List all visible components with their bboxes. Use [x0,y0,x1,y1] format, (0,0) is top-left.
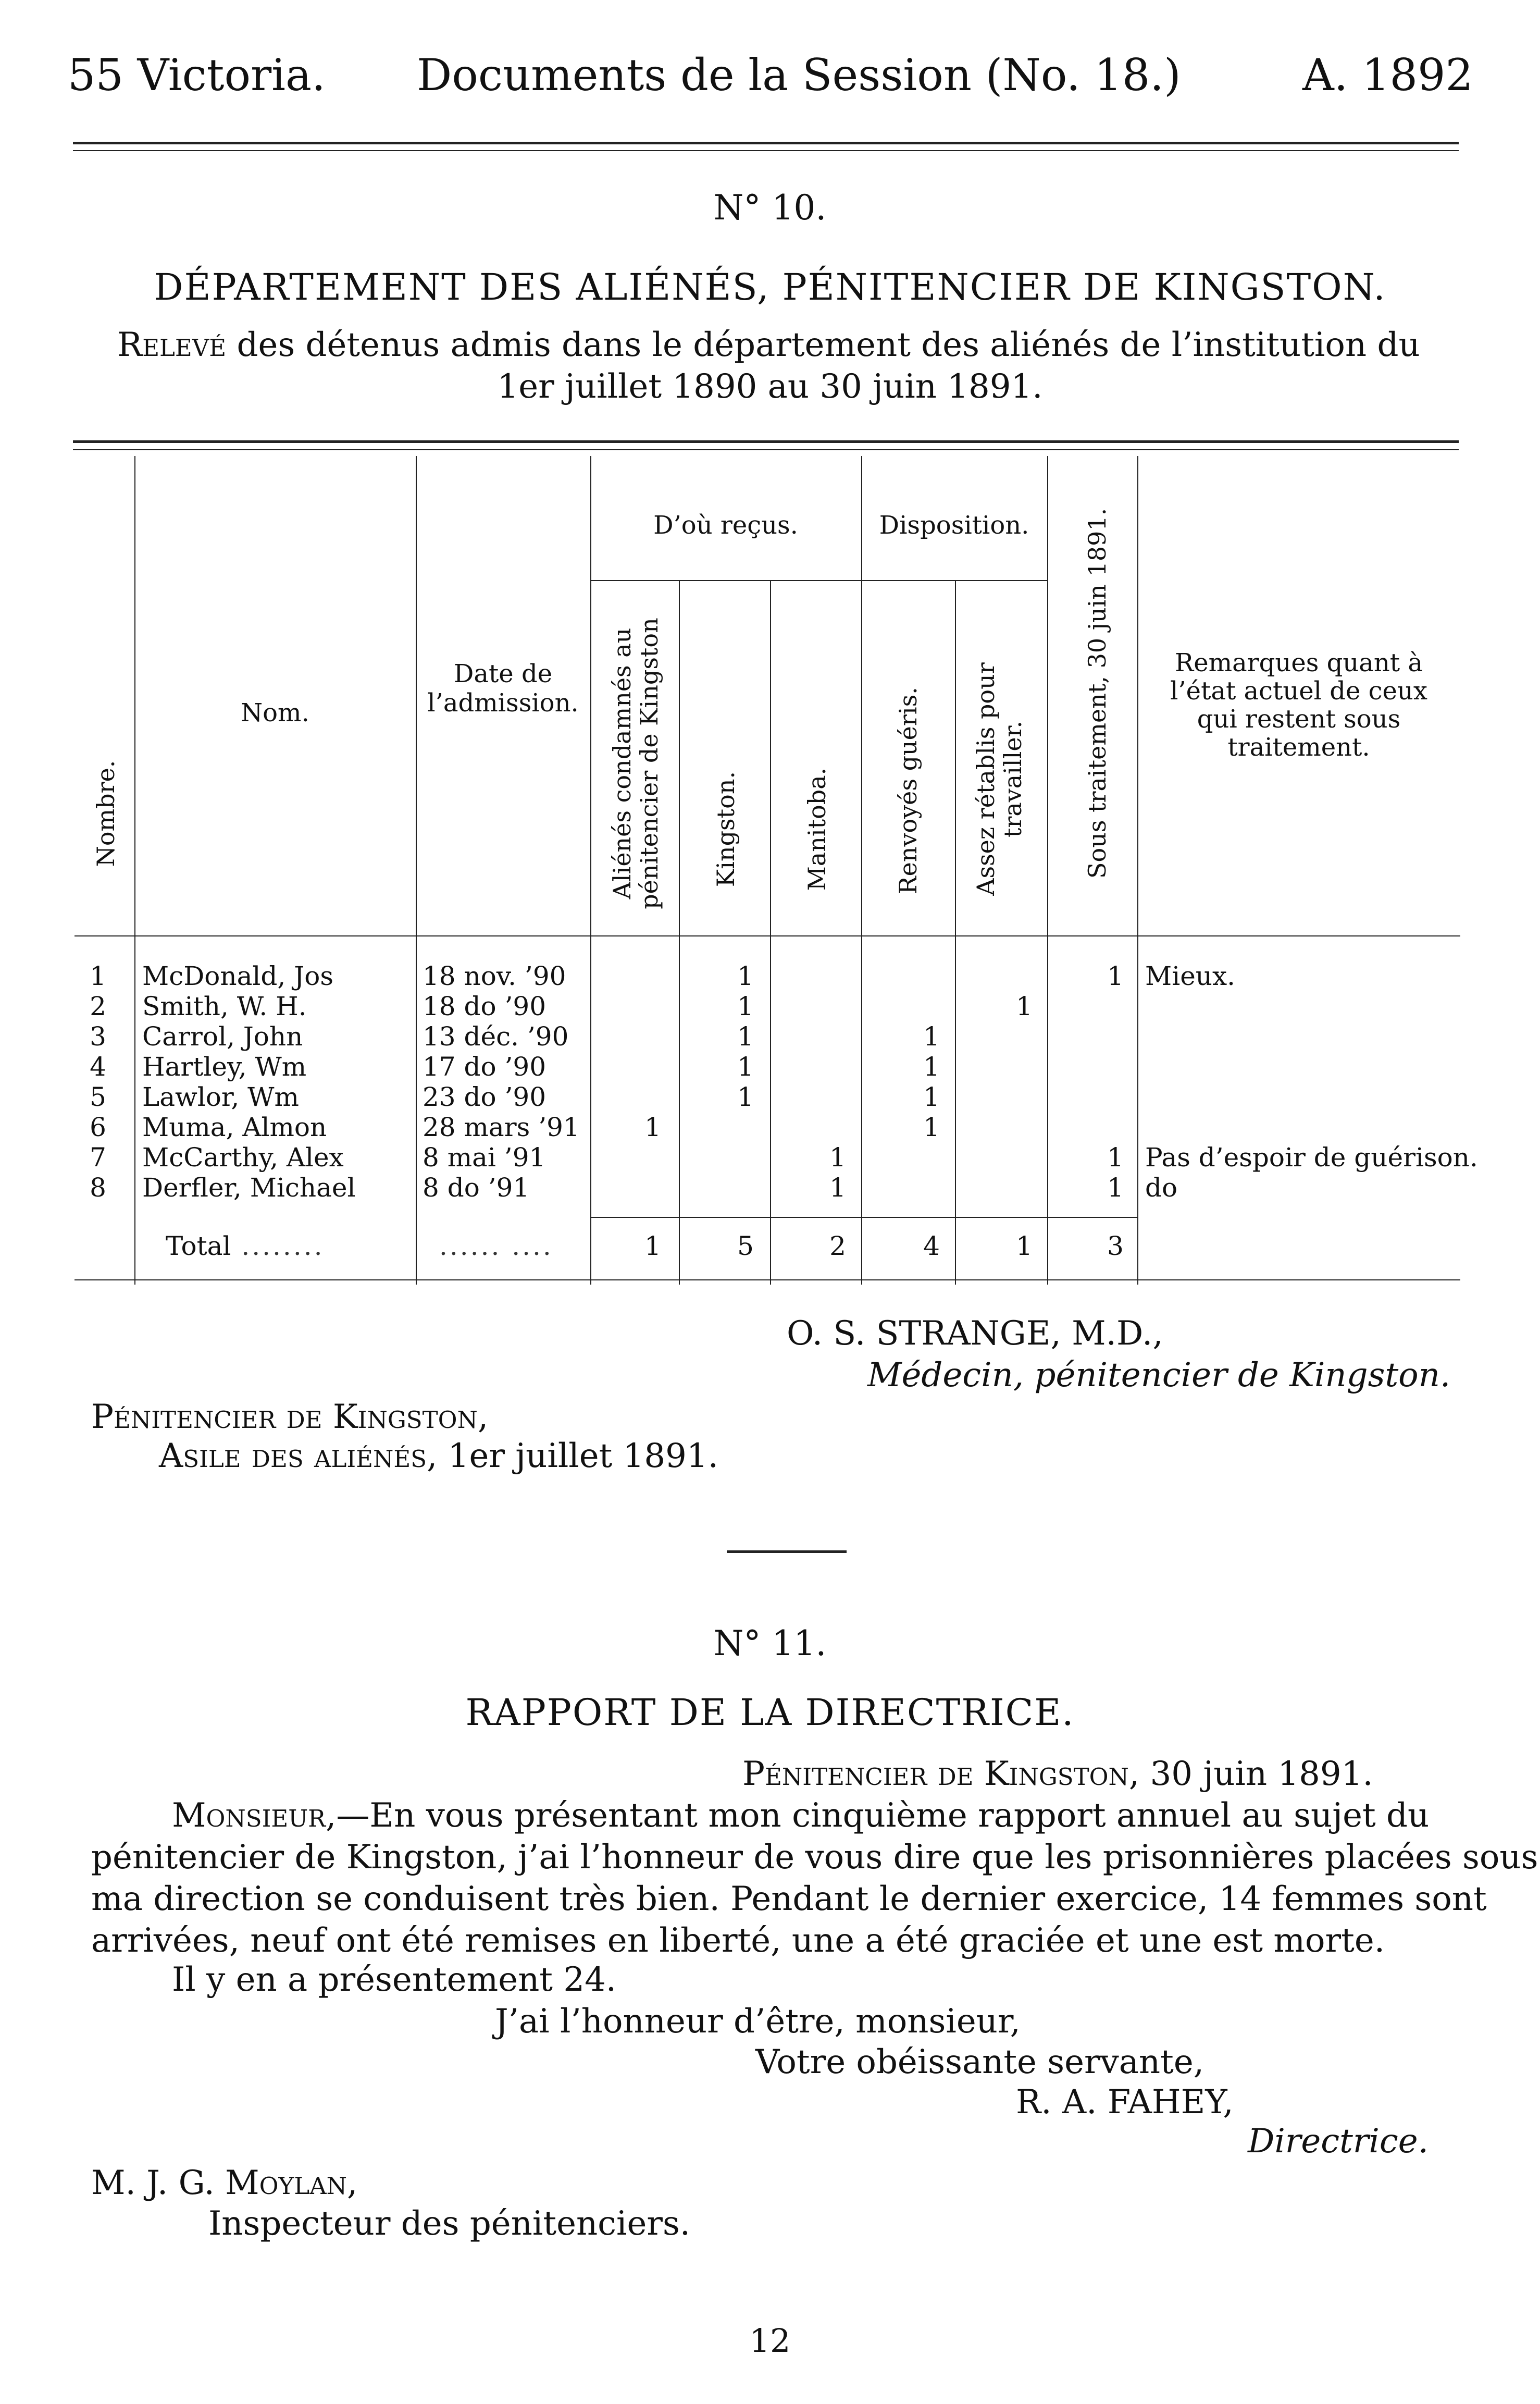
header-nom: Nom. [241,698,309,728]
col-divider [955,581,956,1285]
doc11-closing2: Votre obéissante servante, [755,2043,1204,2081]
group-header-rule [590,580,1047,581]
header-manitoba: Manitoba. [803,767,831,891]
header-nombre: Nombre. [92,760,120,867]
admissions-table [74,446,1478,1285]
table-bottom-rule [74,1279,1460,1280]
row-kingston: 1 [737,1052,754,1082]
row-name: Smith, W. H. [142,991,307,1021]
row-remark: Pas d’espoir de guérison. [1145,1142,1478,1173]
row-name: Carrol, John [142,1021,303,1052]
row-name: Hartley, Wm [142,1052,307,1082]
row-date: 28 mars ’91 [423,1112,580,1142]
row-number: 1 [90,961,106,991]
row-name: Derfler, Michael [142,1173,356,1203]
row-alienes: 1 [644,1112,661,1142]
running-head-year: A. 1892 [1302,50,1473,101]
row-name: Lawlor, Wm [142,1082,299,1112]
row-name: Muma, Almon [142,1112,327,1142]
col-divider [1047,456,1048,1285]
row-date: 8 mai ’91 [423,1142,546,1173]
doc11-closing1: J’ai l’honneur d’être, monsieur, [495,2002,1021,2041]
header-dou-recus: D’où reçus. [653,511,798,540]
row-gueris: 1 [923,1112,940,1142]
col-divider [416,456,417,1285]
doc11-title: RAPPORT DE LA DIRECTRICE. [465,1691,1075,1734]
row-sous: 1 [1107,961,1124,991]
doc11-paragraph-line3: ma direction se conduisent très bien. Pendant le dernier exercice, 14 femmes sont [91,1880,1487,1918]
row-number: 8 [90,1173,106,1203]
row-remark: do [1145,1173,1178,1203]
col-divider [1137,456,1138,1285]
row-number: 3 [90,1021,106,1052]
section-separator [727,1550,847,1553]
doc11-paragraph-line4: arrivées, neuf ont été remises en liberté, une a été graciée et une est morte. [91,1921,1385,1960]
total-label: Total ........ [166,1231,325,1261]
row-manitoba: 1 [829,1173,846,1203]
row-date: 13 déc. ’90 [423,1021,569,1052]
row-name: McDonald, Jos [142,961,333,991]
row-gueris: 1 [923,1082,940,1112]
doc10-title: DÉPARTEMENT DES ALIÉNÉS, PÉNITENCIER DE KINGSTON. [154,266,1386,309]
doc10-intro-lead: Relevé [117,326,227,364]
row-kingston: 1 [737,961,754,991]
table-rule-top [73,440,1459,443]
total-alienes: 1 [644,1231,661,1261]
header-kingston: Kingston. [712,771,740,887]
total-date-leader: ...... .... [439,1231,553,1261]
total-rule [590,1217,1137,1218]
doc11-signer: R. A. FAHEY, [1016,2083,1234,2122]
total-manitoba: 2 [829,1231,846,1261]
doc11-dateline: Pénitencier de Kingston, 30 juin 1891. [742,1755,1373,1793]
header-disposition: Disposition. [879,511,1029,540]
row-sous: 1 [1107,1173,1124,1203]
row-date: 23 do ’90 [423,1082,547,1112]
row-number: 5 [90,1082,106,1112]
row-kingston: 1 [737,1021,754,1052]
doc10-intro-line2: 1er juillet 1890 au 30 juin 1891. [497,367,1043,406]
header-bottom-rule [74,935,1460,936]
row-gueris: 1 [923,1021,940,1052]
row-number: 4 [90,1052,106,1082]
header-rule-bottom [73,150,1459,151]
row-number: 6 [90,1112,106,1142]
row-kingston: 1 [737,991,754,1021]
row-kingston: 1 [737,1082,754,1112]
header-remarques: Remarques quant à l’état actuel de ceux qui restent sous traitement. [1170,648,1427,762]
header-rule-top [73,142,1459,144]
doc11-signer-title: Directrice. [1248,2122,1429,2161]
doc10-place-line2: Asile des aliénés, 1er juillet 1891. [159,1437,718,1475]
row-gueris: 1 [923,1052,940,1082]
header-sous-traitement: Sous traitement, 30 juin 1891. [1083,508,1111,879]
col-divider [679,581,680,1285]
total-kingston: 5 [737,1231,754,1261]
page-number: 12 [749,2322,791,2360]
header-alienes: Aliénés condamnés au pénitencier de Kingston [608,618,663,909]
doc11-addressee-title: Inspecteur des pénitenciers. [208,2204,691,2243]
doc10-number: N° 10. [713,188,827,228]
row-date: 18 do ’90 [423,991,547,1021]
row-remark: Mieux. [1145,961,1236,991]
col-divider [770,581,771,1285]
row-number: 7 [90,1142,106,1173]
doc11-addressee-name: M. J. G. Moylan, [91,2164,358,2202]
col-divider [134,456,135,1285]
doc10-place-line1: Pénitencier de Kingston, [91,1398,489,1436]
doc10-signature-title: Médecin, pénitencier de Kingston. [867,1356,1451,1395]
row-date: 18 nov. ’90 [423,961,566,991]
doc11-number: N° 11. [713,1623,827,1663]
doc10-intro-line1: des détenus admis dans le département des aliénés de l’institution du [237,326,1420,364]
row-date: 8 do ’91 [423,1173,530,1203]
doc11-paragraph-line2: pénitencier de Kingston, j’ai l’honneur de vous dire que les prisonnières placées sous [91,1838,1538,1877]
row-name: McCarthy, Alex [142,1142,344,1173]
doc10-signature-name: O. S. STRANGE, M.D., [787,1314,1163,1353]
row-sous: 1 [1107,1142,1124,1173]
total-gueris: 4 [923,1231,940,1261]
header-retablis: Assez rétablis pour travailler. [972,662,1027,896]
running-head-title: Documents de la Session (No. 18.) [417,50,1181,101]
row-number: 2 [90,991,106,1021]
row-manitoba: 1 [829,1142,846,1173]
doc11-paragraph2: Il y en a présentement 24. [172,1961,617,1999]
running-head-volume: 55 Victoria. [68,50,326,101]
header-gueris: Renvoyés guéris. [894,687,922,894]
total-retablis: 1 [1016,1231,1033,1261]
doc10-intro [117,326,1420,364]
header-date: Date de l’admission. [427,659,579,718]
row-retablis: 1 [1016,991,1033,1021]
row-date: 17 do ’90 [423,1052,547,1082]
total-sous: 3 [1107,1231,1124,1261]
doc11-paragraph-line1: Monsieur,—En vous présentant mon cinquième rapport annuel au sujet du [172,1796,1430,1835]
